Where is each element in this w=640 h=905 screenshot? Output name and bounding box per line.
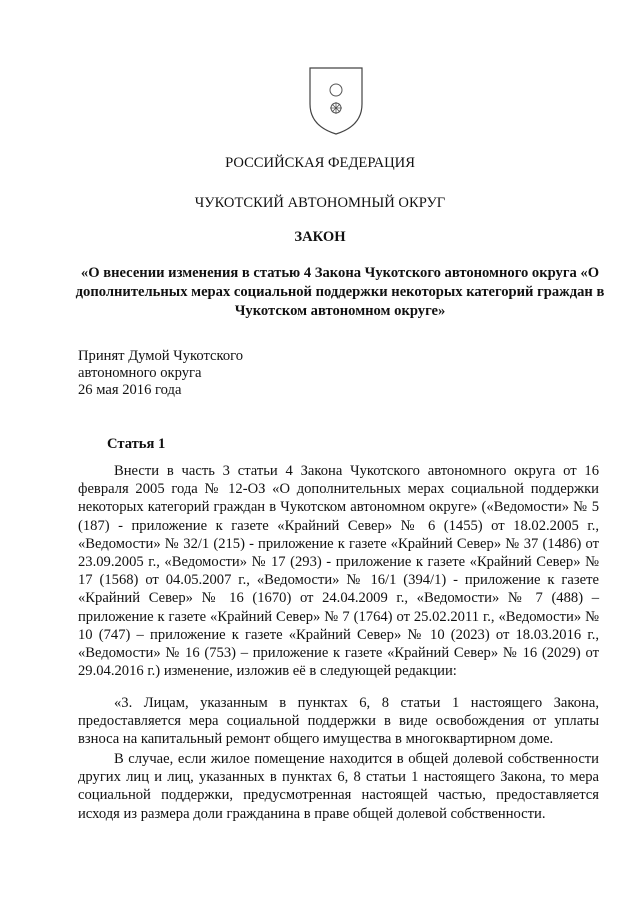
article-paragraph: «3. Лицам, указанным в пунктах 6, 8 статьи 1 настоящего Закона, предоставляется мера социальной поддержки в виде освобождения от уплаты взноса на капитальный ремонт общего имущества в многоквартирном доме. [78, 695, 599, 748]
adoption-line: автономного округа [78, 365, 202, 381]
doc-type-heading: ЗАКОН [294, 229, 346, 245]
adoption-line: Принят Думой Чукотского [78, 348, 244, 364]
article-paragraph: Внести в часть 3 статьи 4 Закона Чукотского автономного округа от 16 февраля 2005 года № 12-ОЗ «О дополнительных мерах социальной поддержки некоторых категорий граждан в Чукотском автономном округе» («Ведомости» № 5 (187) - приложение к газете «Крайний Север» № 6 (1455) от 18.02.2005 г., «Ведомости» № 32/1 (215) - приложение к газете «Крайний Север» № 37 (1486) от 23.09.2005 г., «Ведомости» № 17 (293) - приложение к газете «Крайний Север» № 17 (1568) от 04.05.2007 г., «Ведомости» № 16/1 (394/1) - приложение к газете «Крайний Север» № 16 (1670) от 24.04.2009 г., «Ведомости» № 7 (488) – приложение к газете «Крайний Север» № 7 (1764) от 25.02.2011 г., «Ведомости» № 10 (747) – приложение к газете «Крайний Север» № 10 (2023) от 18.03.2016 г., «Ведомости» № 16 (753) – приложение к газете «Крайний Север» № 16 (2029) от 29.04.2016 г.) изменение, изложив её в следующей редакции: [78, 463, 599, 680]
law-title: «О внесении изменения в статью 4 Закона Чукотского автономного округа «О дополнительных мерах социальной поддержки некоторых категорий граждан в Чукотском автономном округе» [75, 265, 605, 319]
coat-of-arms-emblem [304, 64, 368, 136]
article-heading: Статья 1 [107, 436, 166, 452]
adoption-date: 26 мая 2016 года [78, 382, 182, 398]
country-heading: РОССИЙСКАЯ ФЕДЕРАЦИЯ [225, 155, 415, 171]
region-heading: ЧУКОТСКИЙ АВТОНОМНЫЙ ОКРУГ [194, 195, 446, 211]
article-paragraph: В случае, если жилое помещение находится в общей долевой собственности других лиц и лиц, указанных в пунктах 6, 8 статьи 1 настоящего Закона, то мера социальной поддержки, предусмотренная настоящей частью, предоставляется исходя из размера доли гражданина в праве общей долевой собственности. [78, 751, 599, 822]
adoption-block [78, 348, 243, 399]
